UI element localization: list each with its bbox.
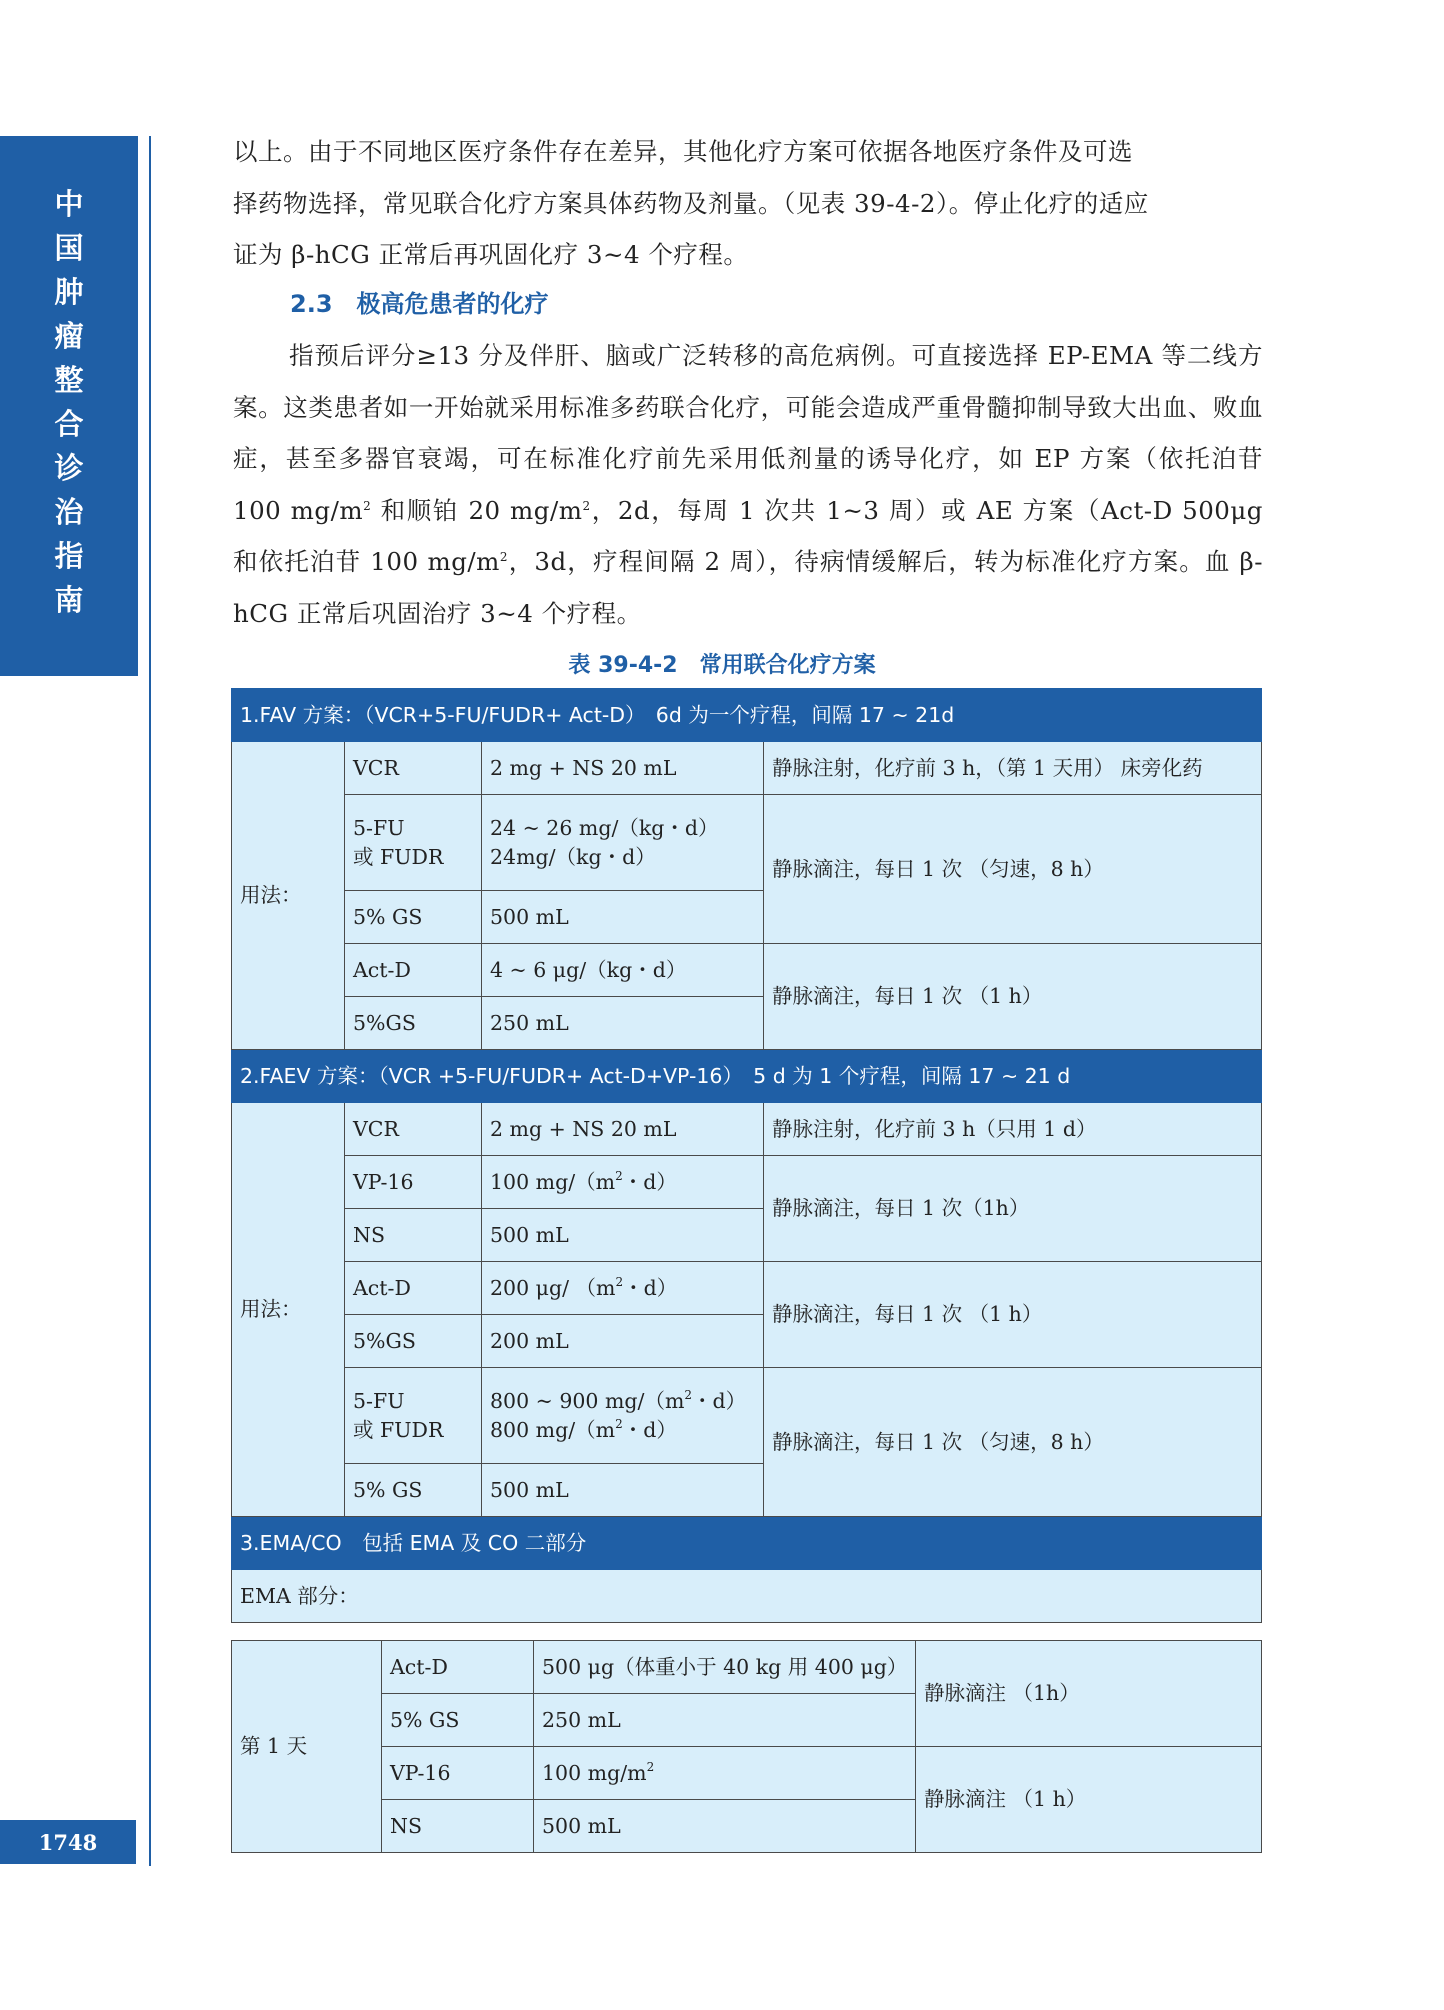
admin-cell: 静脉滴注，每日 1 次（1h） — [764, 1156, 1262, 1262]
section-paragraph-text: 指预后评分≥13 分及伴肝、脑或广泛转移的高危病例。可直接选择 EP-EMA 等二线方案。这类患者如一开始就采用标准多药联合化疗，可能会造成严重骨髓抑制导致大出血、败血症，甚至多器官衰竭，可在标准化疗前先采用低剂量的诱导化疗，如 EP 方案（依托泊苷 100 $mg/m^2$ 和顺铂 20 $mg/m^2$，2d，每周 1 次共 1~3 周）或 AE 方案（Act-D 500μg 和依托泊苷 100 $mg/m^2$，3d，疗程间隔 2 周），待病情缓解后，转为标准化疗方案。血 β-hCG 正常后巩固治疗 3~4 个疗程。 — [233, 341, 1263, 628]
table-row — [232, 1747, 1262, 1800]
sidebar-title-char: 瘤 — [54, 319, 84, 353]
dose-cell: 250 mL — [482, 997, 764, 1050]
faev-header: 2.FAEV 方案：（VCR +5-FU/FUDR+ Act-D+VP-16） 5 d 为 1 个疗程，间隔 17 ~ 21 d — [232, 1050, 1262, 1103]
sidebar-book-title — [0, 182, 138, 622]
regimen-table — [231, 688, 1262, 1623]
section-paragraph — [233, 330, 1263, 639]
usage-label: 用法： — [232, 742, 345, 1050]
admin-cell: 静脉滴注，每日 1 次 （1 h） — [764, 944, 1262, 1050]
admin-cell: 静脉滴注，每日 1 次 （匀速，8 h） — [764, 1368, 1262, 1517]
dose-cell: 250 mL — [534, 1694, 916, 1747]
dose-cell: 500 mL — [482, 891, 764, 944]
drug-cell: Act-D — [345, 1262, 482, 1315]
drug-cell: Act-D — [382, 1641, 534, 1694]
ema-day1-table — [231, 1640, 1262, 1853]
table-row — [232, 1103, 1262, 1156]
table-section-header — [232, 1050, 1262, 1103]
sidebar-title-char: 诊 — [54, 451, 84, 485]
sidebar-title-char: 国 — [54, 231, 84, 265]
intro-line: 证为 β-hCG 正常后再巩固化疗 3~4 个疗程。 — [233, 240, 749, 269]
table-row — [232, 1156, 1262, 1209]
sidebar-title-char: 南 — [54, 583, 84, 617]
table-section-header — [232, 1517, 1262, 1570]
dose-cell: 800 ~ 900 $mg/(m^2$・d） 800 $mg/(m^2$・d） — [482, 1368, 764, 1464]
table-row — [232, 742, 1262, 795]
sidebar-rule — [149, 136, 151, 1866]
drug-cell: 5%GS — [345, 1315, 482, 1368]
table-row — [232, 1570, 1262, 1623]
admin-cell: 静脉注射，化疗前 3 h（只用 1 d） — [764, 1103, 1262, 1156]
dose-cell: 200 μg/ （$m^2$・d） — [482, 1262, 764, 1315]
table-section-header — [232, 689, 1262, 742]
admin-cell: 静脉注射，化疗前 3 h，（第 1 天用） 床旁化药 — [764, 742, 1262, 795]
dose-cell: 500 mL — [482, 1464, 764, 1517]
dose-cell: 500 mL — [534, 1800, 916, 1853]
dose-cell: 100 $mg/m^2$ — [534, 1747, 916, 1800]
section-heading: 2.3 极高危患者的化疗 — [290, 290, 549, 318]
emaco-header: 3.EMA/CO 包括 EMA 及 CO 二部分 — [232, 1517, 1262, 1570]
dose-cell: 2 mg + NS 20 mL — [482, 1103, 764, 1156]
ema-part-label: EMA 部分： — [232, 1570, 1262, 1623]
sidebar-title-char: 中 — [54, 187, 84, 221]
admin-cell: 静脉滴注 （1h） — [916, 1641, 1262, 1747]
sidebar-title-char: 整 — [54, 363, 84, 397]
drug-cell: NS — [345, 1209, 482, 1262]
table-row — [232, 1368, 1262, 1464]
drug-cell: 5% GS — [382, 1694, 534, 1747]
drug-cell: 5% GS — [345, 891, 482, 944]
table-row — [232, 1641, 1262, 1694]
day1-label: 第 1 天 — [232, 1641, 382, 1853]
intro-line: 择药物选择，常见联合化疗方案具体药物及剂量。（见表 39-4-2）。停止化疗的适应 — [233, 188, 1149, 218]
intro-paragraph — [233, 126, 1263, 281]
intro-line: 以上。由于不同地区医疗条件存在差异，其他化疗方案可依据各地医疗条件及可选 — [233, 137, 1133, 166]
dose-cell: 4 ~ 6 μg/（kg・d） — [482, 944, 764, 997]
drug-cell: 5-FU 或 FUDR — [345, 1368, 482, 1464]
drug-cell: VP-16 — [345, 1156, 482, 1209]
sidebar-title-char: 合 — [54, 407, 84, 441]
page-number: 1748 — [0, 1820, 136, 1864]
usage-label: 用法： — [232, 1103, 345, 1517]
drug-cell: 5% GS — [345, 1464, 482, 1517]
sidebar-title-char: 肿 — [54, 275, 84, 309]
admin-cell: 静脉滴注，每日 1 次 （匀速，8 h） — [764, 795, 1262, 944]
sidebar-title-char: 指 — [54, 539, 84, 573]
dose-cell: 200 mL — [482, 1315, 764, 1368]
dose-cell: 2 mg + NS 20 mL — [482, 742, 764, 795]
admin-cell: 静脉滴注，每日 1 次 （1 h） — [764, 1262, 1262, 1368]
table-row — [232, 944, 1262, 997]
table-row — [232, 795, 1262, 891]
drug-cell: VCR — [345, 1103, 482, 1156]
table-row — [232, 1262, 1262, 1315]
drug-cell: 5%GS — [345, 997, 482, 1050]
sidebar-title-char: 治 — [54, 495, 84, 529]
admin-cell: 静脉滴注 （1 h） — [916, 1747, 1262, 1853]
drug-cell: VP-16 — [382, 1747, 534, 1800]
drug-cell: Act-D — [345, 944, 482, 997]
dose-cell: 500 μg（体重小于 40 kg 用 400 μg） — [534, 1641, 916, 1694]
table-caption: 表 39-4-2 常用联合化疗方案 — [568, 653, 876, 678]
drug-cell: 5-FU 或 FUDR — [345, 795, 482, 891]
drug-cell: VCR — [345, 742, 482, 795]
fav-header: 1.FAV 方案：（VCR+5-FU/FUDR+ Act-D） 6d 为一个疗程，间隔 17 ~ 21d — [232, 689, 1262, 742]
dose-cell: 100 $mg/(m^2$・d） — [482, 1156, 764, 1209]
drug-cell: NS — [382, 1800, 534, 1853]
dose-cell: 500 mL — [482, 1209, 764, 1262]
dose-cell: 24 ~ 26 mg/（kg・d） 24mg/（kg・d） — [482, 795, 764, 891]
